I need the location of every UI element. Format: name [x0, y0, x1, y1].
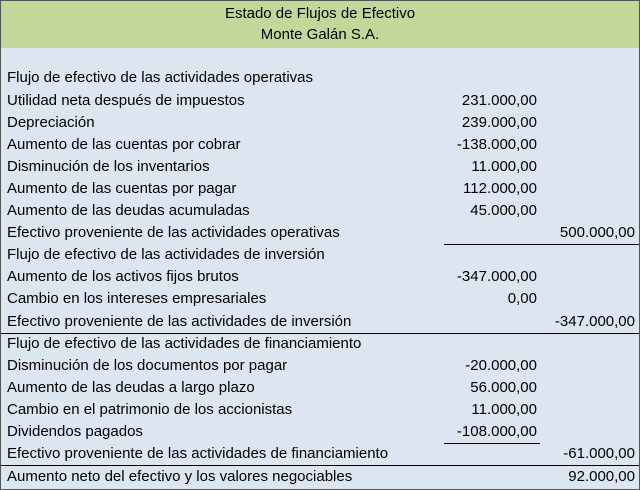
- table-row: [1, 90, 639, 112]
- row-label: Disminución de los inventarios: [7, 158, 210, 175]
- row-label: Flujo de efectivo de las actividades operativas: [7, 69, 314, 86]
- statement-title: Estado de Flujos de Efectivo: [224, 5, 416, 22]
- subtotal-row-financing: [1, 443, 639, 465]
- row-subtotal: -347.000,00: [554, 313, 635, 330]
- table-row: [1, 266, 639, 288]
- row-amount: 56.000,00: [470, 379, 537, 396]
- row-label: Flujo de efectivo de las actividades de inversión: [7, 246, 325, 263]
- row-label: Aumento de las deudas acumuladas: [7, 202, 250, 219]
- table-row: [1, 288, 639, 310]
- total-row: [1, 466, 639, 488]
- row-label: Flujo de efectivo de las actividades de financiamiento: [7, 335, 362, 352]
- row-amount: -108.000,00: [456, 423, 537, 440]
- row-label: Efectivo proveniente de las actividades operativas: [7, 224, 340, 241]
- row-label: Cambio en el patrimonio de los accionistas: [7, 401, 293, 418]
- row-amount: 45.000,00: [470, 202, 537, 219]
- row-total: 92.000,00: [568, 468, 635, 485]
- row-label: Aumento de las cuentas por cobrar: [7, 136, 241, 153]
- row-label: Dividendos pagados: [7, 423, 143, 440]
- row-label: Utilidad neta después de impuestos: [7, 92, 245, 109]
- section-heading-financing: [1, 333, 639, 355]
- section-heading-investing: [1, 244, 639, 266]
- subtotal-row-operating: [1, 222, 639, 244]
- row-amount: 231.000,00: [461, 92, 537, 109]
- row-label: Disminución de los documentos por pagar: [7, 357, 288, 374]
- row-amount: -138.000,00: [456, 136, 537, 153]
- table-row: [1, 421, 639, 443]
- row-amount: 112.000,00: [463, 180, 537, 197]
- table-row: [1, 134, 639, 156]
- row-label: Aumento de las cuentas por pagar: [7, 180, 237, 197]
- section-heading-operating: [1, 67, 639, 89]
- row-label: Aumento de los activos fijos brutos: [7, 268, 239, 285]
- row-amount: 11.000,00: [471, 158, 537, 175]
- row-label: Efectivo proveniente de las actividades de financiamiento: [7, 445, 389, 462]
- row-amount: -347.000,00: [456, 268, 537, 285]
- row-amount: 239.000,00: [461, 114, 537, 131]
- table-row: [1, 178, 639, 200]
- table-row: [1, 355, 639, 377]
- company-name: Monte Galán S.A.: [260, 26, 380, 43]
- row-amount: 11.000,00: [471, 401, 537, 418]
- subtotal-row-investing: [1, 311, 639, 333]
- row-subtotal: 500.000,00: [559, 224, 635, 241]
- row-amount: -20.000,00: [465, 357, 537, 374]
- table-row: [1, 399, 639, 421]
- table-row: [1, 156, 639, 178]
- table-row: [1, 200, 639, 222]
- row-label: Aumento neto del efectivo y los valores negociables: [7, 468, 353, 485]
- statement-header: [1, 1, 639, 48]
- row-label: Aumento de las deudas a largo plazo: [7, 379, 255, 396]
- row-label: Depreciación: [7, 114, 95, 131]
- table-row: [1, 377, 639, 399]
- row-label: Cambio en los intereses empresariales: [7, 290, 267, 307]
- row-subtotal: -61.000,00: [563, 445, 635, 462]
- table-row: [1, 112, 639, 134]
- row-label: Efectivo proveniente de las actividades de inversión: [7, 313, 352, 330]
- row-amount: 0,00: [507, 290, 537, 307]
